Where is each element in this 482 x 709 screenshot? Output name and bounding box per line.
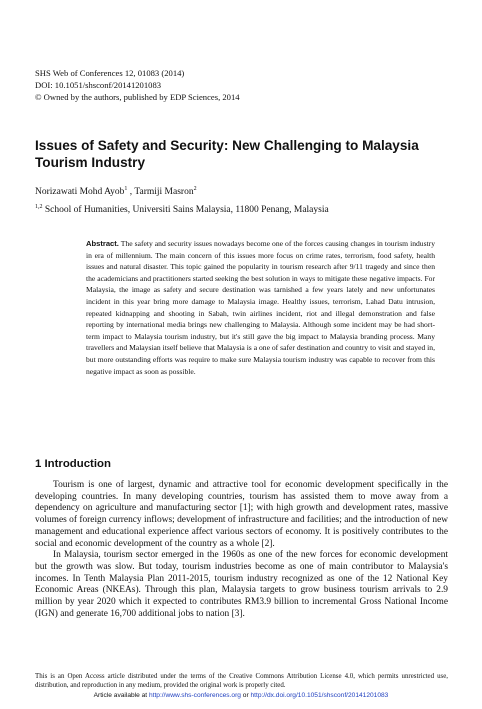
author-name: Tarmiji Masron [134, 187, 194, 197]
abstract-label: Abstract. [86, 239, 119, 248]
affiliation-line [35, 205, 329, 215]
affiliation-mark: 1,2 [35, 203, 43, 210]
article-availability [0, 692, 482, 699]
section-body [35, 480, 448, 620]
author-separator: , [127, 187, 135, 197]
author-name: Norizawati Mohd Ayob [35, 187, 125, 197]
journal-citation: SHS Web of Conferences 12, 01083 (2014) [35, 68, 185, 78]
abstract-text: The safety and security issues nowadays become one of the forces causing changes in tourism industry in era of millennium. The main concern of this issues more focus on crime rates, terrorism, food safety, health issues and natural disaster. This topic gained the popularity in tourism research after 9/11 tragedy and since then the academicians and practitioners started seeking the best solution in ways to mitigate these negative impacts. For Malaysia, the image as safety and secure destination was tarnished a few years lately and new unfortunates incident in this year bring more damage to Malaysia image. Healthy issues, terrorism, Lahad Datu intrusion, repeated kidnapping and shooting in Sabah, twin airlines incident, riot and illegal demonstration and false reporting by international media brings new challenging to Malaysia. Although some incident may be had short-term impact to Malaysia tourism industry, but it's still gave the big impact to Malaysia branding process. Many travellers and Malaysian itself believe that Malaysia is a one of safer destination and country to visit and stayed in, but more outstanding efforts was require to make sure Malaysia tourism industry was capable to recover from this negative impact as soon as possible. [86, 239, 435, 376]
link-separator: or [240, 692, 251, 699]
doi-link[interactable]: http://dx.doi.org/10.1051/shsconf/20141201083 [250, 692, 389, 699]
abstract [86, 238, 435, 377]
journal-header [35, 68, 465, 103]
paper-title: Issues of Safety and Security: New Challenging to Malaysia Tourism Industry [35, 138, 419, 170]
doi-line: DOI: 10.1051/shsconf/20141201083 [35, 79, 162, 90]
article-prefix: Article available at [93, 692, 149, 699]
author-affiliation-mark: 2 [193, 185, 197, 192]
copyright-line: © Owned by the authors, published by EDP Sciences, 2014 [35, 91, 240, 102]
license-note: This is an Open Access article distributed under the terms of the Creative Commons Attribution License 4.0, which permits unrestricted use, distribution, and reproduction in any medium, provided the original work is properly cited. [35, 673, 448, 689]
body-paragraph: Tourism is one of largest, dynamic and attractive tool for economic development specifically in the developing countries. In many developing countries, tourism has assisted them to move away from a dependency on agriculture and manufacturing sector [1]; with high growth and development rates, massive volumes of foreign currency inflows; development of infrastructure and facilities; and the introduction of new management and educational experience affect various sectors of economy. It is positively contributes to the social and economic development of the country as a whole [2]. [35, 480, 448, 549]
affiliation-text: School of Humanities, Universiti Sains Malaysia, 11800 Penang, Malaysia [42, 205, 329, 215]
author-line [35, 187, 197, 197]
section-heading: 1 Introduction [35, 458, 111, 470]
body-paragraph: In Malaysia, tourism sector emerged in the 1960s as one of the new forces for economic development but the growth was slow. But today, tourism industries become as one of main contributor to Malaysia's incomes. In Tenth Malaysia Plan 2011-2015, tourism industry recognized as one of the 12 National Key Economic Areas (NKEAs). Through this plan, Malaysia targets to grow business tourism arrivals to 2.9 million by year 2020 which it expected to contributes RM3.9 billion to incremental Gross National Income (IGN) and generate 16,700 additional jobs to nation [3]. [35, 550, 448, 619]
conference-site-link[interactable]: http://www.shs-conferences.org [148, 692, 241, 699]
author-affiliation-mark: 1 [124, 185, 128, 192]
